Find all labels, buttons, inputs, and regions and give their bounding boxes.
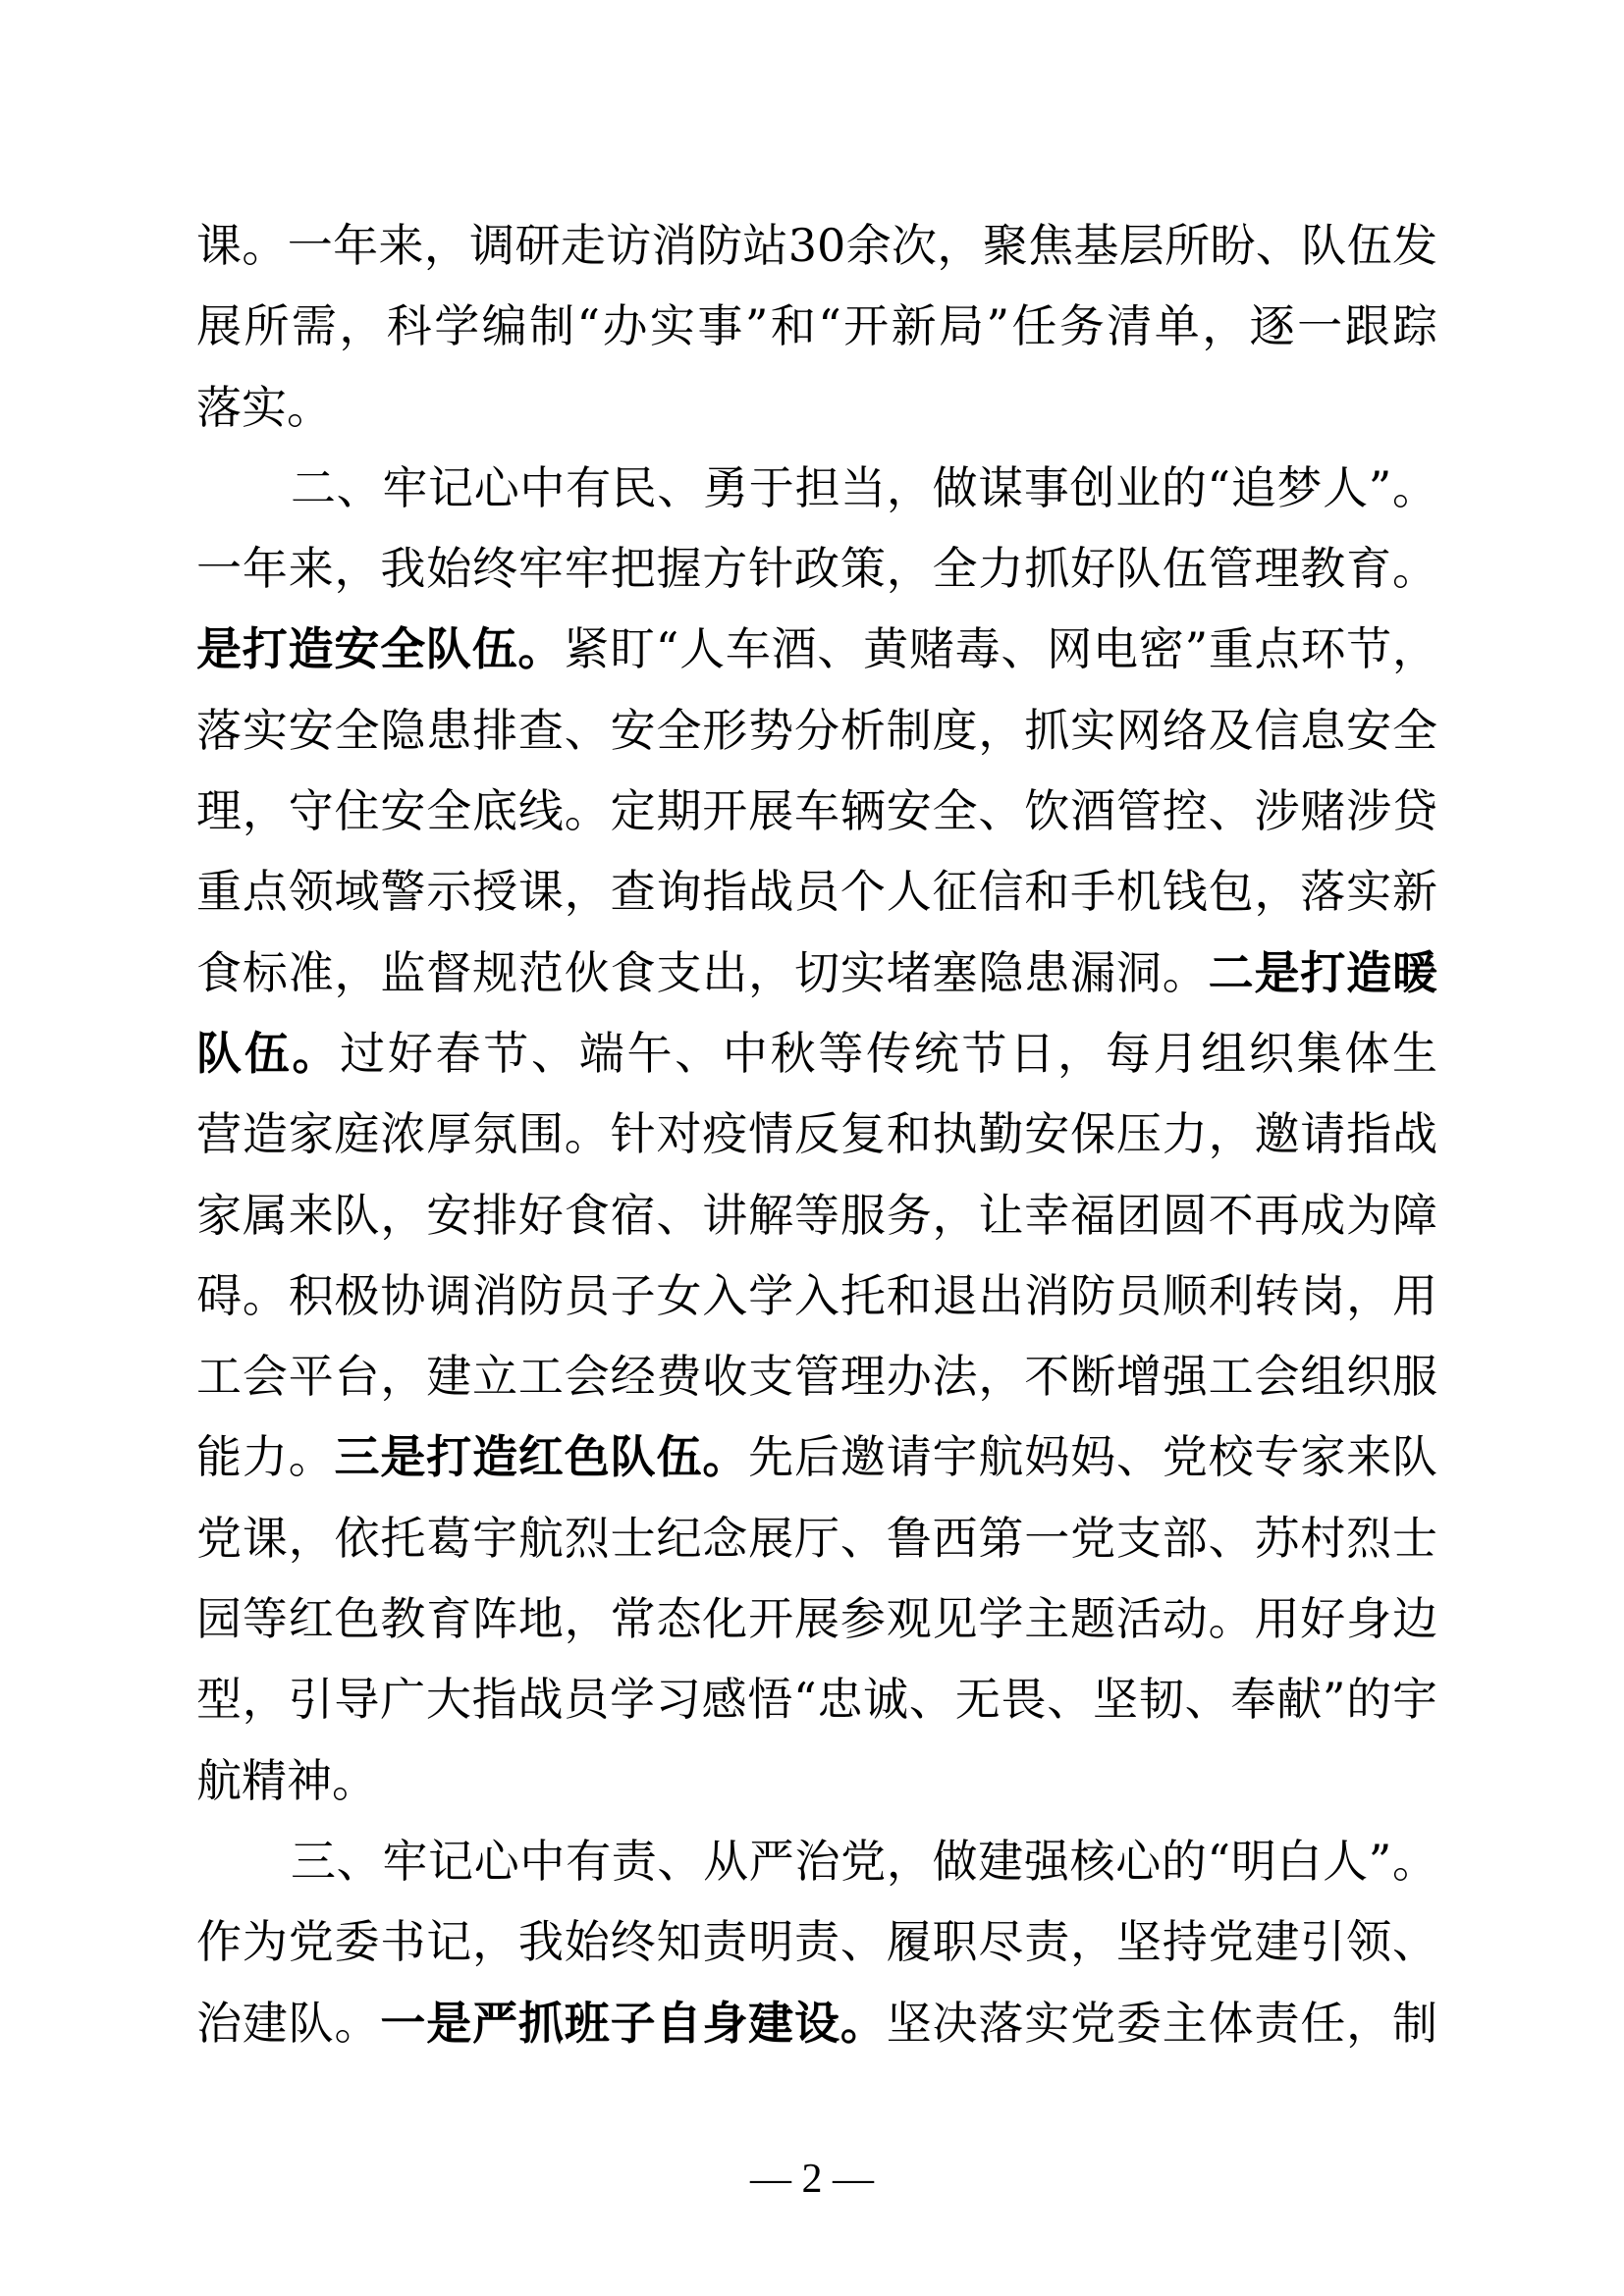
document-body [196,205,1437,2063]
text-line [196,1013,1437,1094]
body-text: 二、牢记心中有民、勇于担当，做谋事创业的“追梦人”。 [291,460,1437,514]
body-text: 营造家庭浓厚氛围。针对疫情反复和执勤安保压力，邀请指战 [196,1107,1437,1161]
body-text: 紧盯“人车酒、黄赌毒、网电密”重点环节， [564,622,1437,676]
text-line [196,851,1437,932]
page-number: — 2 — [750,2157,874,2202]
text-line [196,286,1437,366]
bold-heading-text: 三是打造红色队伍。 [334,1430,749,1484]
text-line [196,1821,1437,1901]
body-text: 落实安全隐患排查、安全形势分析制度，抓实网络及信息安全 [196,703,1437,757]
body-text: 坚决落实党委主体责任，制 [886,1996,1437,2050]
body-text: 展所需，科学编制“办实事”和“开新局”任务清单，逐一跟踪 [196,299,1437,353]
text-line [196,448,1437,528]
text-line [196,1336,1437,1416]
text-line [196,1901,1437,1982]
body-text: 落实。 [196,380,332,434]
text-line [196,1578,1437,1659]
body-text: 工会平台，建立工会经费收支管理办法，不断增强工会组织服 [196,1350,1437,1404]
text-line [196,367,1437,448]
body-text: 作为党委书记，我始终知责明责、履职尽责，坚持党建引领、 [196,1915,1437,1969]
text-line [196,690,1437,771]
bold-heading-text: 队伍。 [196,1026,341,1080]
body-text: 三、牢记心中有责、从严治党，做建强核心的“明白人”。 [291,1834,1437,1888]
body-text: 园等红色教育阵地，常态化开展参观见学主题活动。用好身边 [196,1592,1437,1646]
body-text: 过好春节、端午、中秋等传统节日，每月组织集体生 [340,1026,1437,1080]
bold-heading-text: 一是严抓班子自身建设。 [380,1996,887,2050]
text-line [196,1659,1437,1739]
text-line [196,1740,1437,1821]
text-line [196,1255,1437,1336]
text-line [196,609,1437,689]
text-line [196,1094,1437,1174]
text-line [196,1983,1437,2063]
body-text: 家属来队，安排好食宿、讲解等服务，让幸福团圆不再成为障 [196,1188,1437,1242]
text-line [196,771,1437,851]
body-text: 一年来，我始终牢牢把握方针政策，全力抓好队伍管理教育。 [196,542,1437,596]
body-text: 治建队。 [196,1996,381,2050]
body-text: 课。一年来，调研走访消防站30余次，聚焦基层所盼、队伍发 [196,219,1437,272]
text-line [196,205,1437,286]
body-text: 食标准，监督规范伙食支出，切实堵塞隐患漏洞。 [196,945,1209,999]
body-text: 航精神。 [196,1753,377,1807]
body-text: 理，守住安全底线。定期开展车辆安全、饮酒管控、涉赌涉贷 [196,784,1437,838]
body-text: 碍。积极协调消防员子女入学入托和退出消防员顺利转岗，用 [196,1268,1437,1322]
text-line [196,1175,1437,1255]
text-line [196,933,1437,1013]
body-text: 能力。 [196,1430,335,1484]
text-line [196,1416,1437,1497]
body-text: 重点领域警示授课，查询指战员个人征信和手机钱包，落实新 [196,865,1437,919]
body-text: 党课，依托葛宇航烈士纪念展厅、鲁西第一党支部、苏村烈士 [196,1511,1437,1565]
body-text: 型，引导广大指战员学习感悟“忠诚、无畏、坚韧、奉献”的宇 [196,1673,1437,1727]
body-text: 先后邀请宇航妈妈、党校专家来队 [748,1430,1437,1484]
bold-heading-text: 二是打造暖 [1208,945,1437,999]
text-line [196,528,1437,609]
bold-heading-text: 是打造安全队伍。 [196,622,565,676]
text-line [196,1498,1437,1578]
